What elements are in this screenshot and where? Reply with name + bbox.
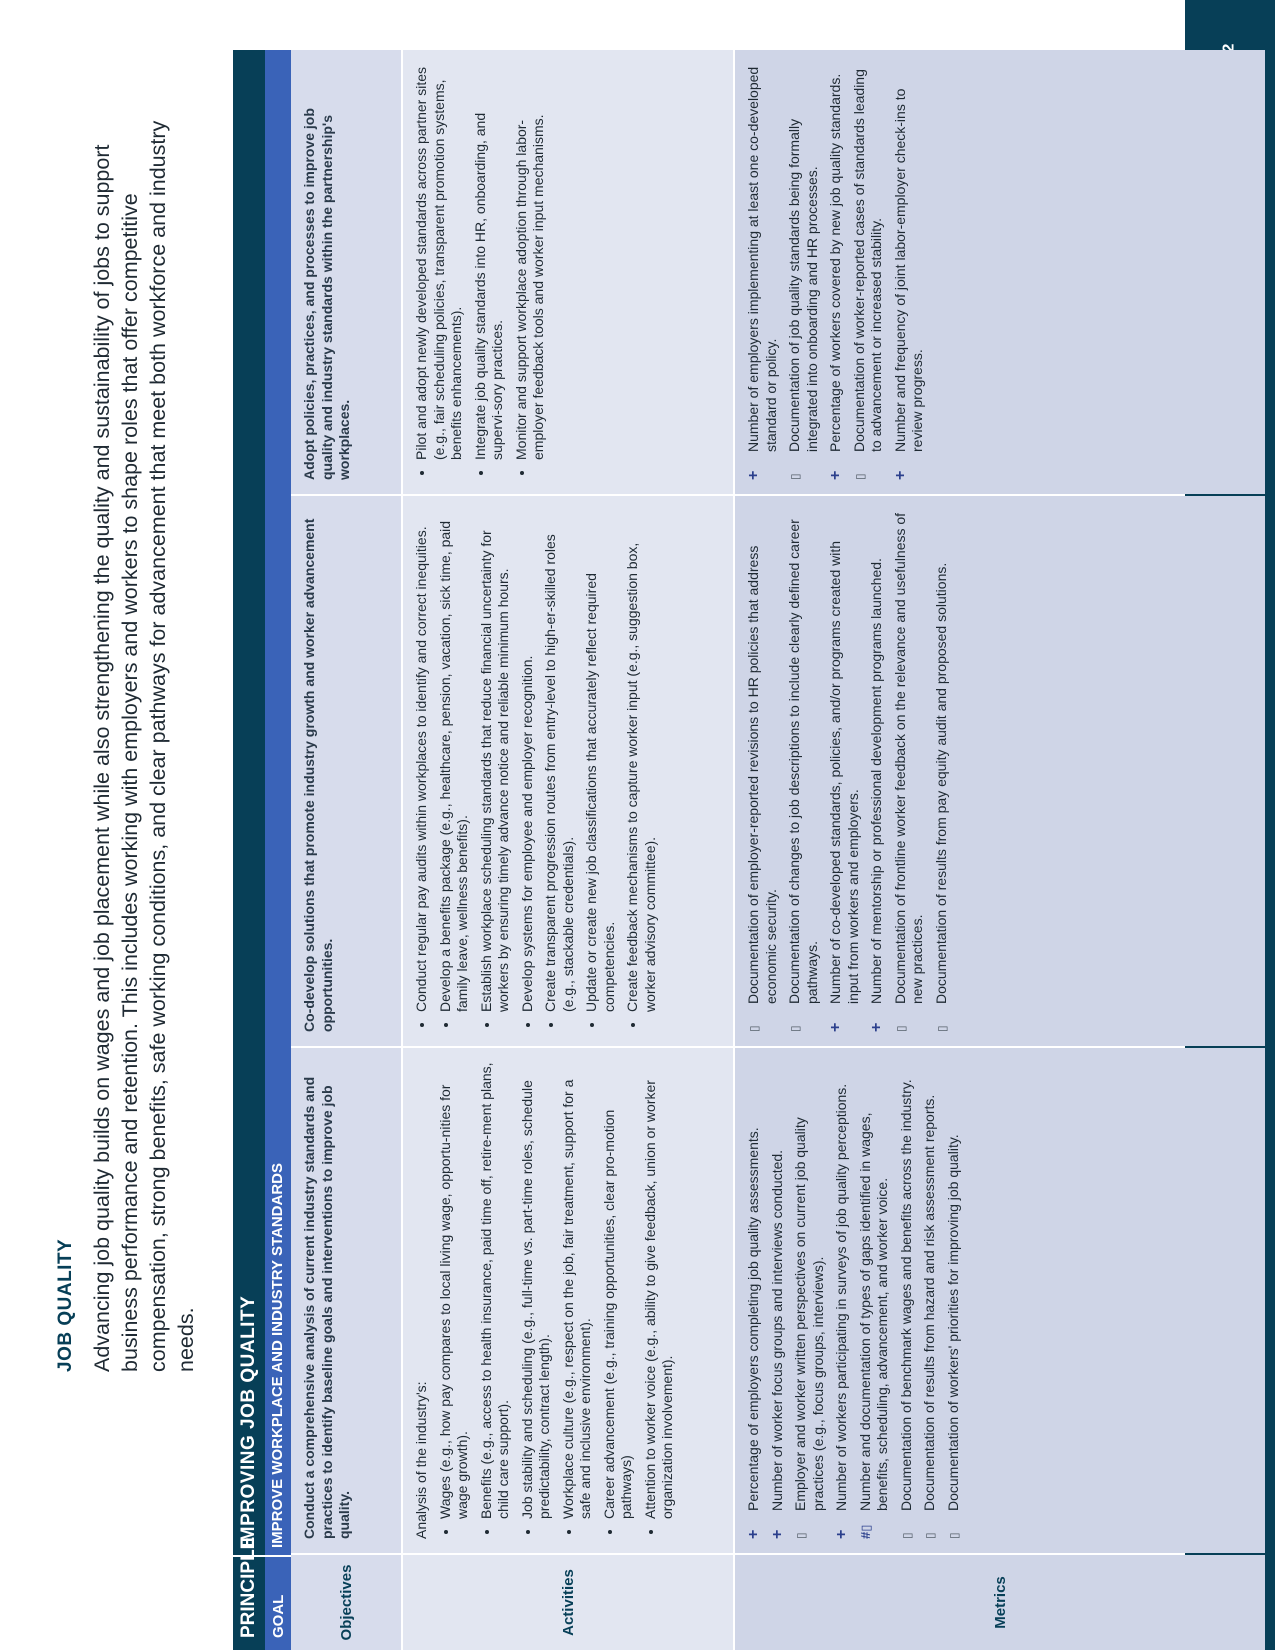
metric-item: + Number and frequency of joint labor-employer check-ins to review progress.	[891, 88, 925, 480]
intro-paragraph: Advancing job quality builds on wages and job placement while also strengthening the quality and sustainability of jobs to support business performance and retention. This includes working with employers and workers to shape roles that offer competitive compensation, strong benefits, safe working conditions, and clear pathways for advancement that meet both workforce and industry needs.	[90, 120, 198, 1372]
plus-icon: +	[827, 1022, 844, 1032]
objective-2: Co-develop solutions that promote industry growth and worker advancement opportunities.	[291, 496, 401, 1046]
document-icon: ▯	[934, 1025, 949, 1032]
activity-item: • Establish workplace scheduling standards that reduce financial uncertainty for workers by ensuring timely advance notice and reliable minimum hours.	[478, 510, 513, 1012]
plus-icon: +	[891, 470, 909, 480]
metric-item: + Number of employers implementing at least one co-developed standard or policy.	[745, 66, 779, 480]
activities-2	[403, 496, 733, 1046]
activity-item: • Attention to worker voice (e.g., ability to give feedback, union or worker organization involvement).	[642, 1062, 677, 1519]
metric-item: ▯ Documentation of frontline worker feedback on the relevance and usefulness of new practices.	[891, 512, 925, 1032]
metric-item: ▯ Documentation of changes to job descriptions to include clearly defined career pathways.	[786, 519, 820, 1032]
activities-label: Activities	[403, 1555, 733, 1650]
metric-item: ▯ Documentation of worker-reported cases of standards leading to advancement or increased stability.	[850, 69, 884, 480]
activity-item: • Integrate job quality standards into HR, onboarding, and supervi-sory practices.	[472, 64, 507, 460]
principle-label: PRINCIPLE	[233, 1555, 265, 1650]
plus-icon: +	[745, 1529, 762, 1539]
activity-item: • Pilot and adopt newly developed standards across partner sites (e.g., fair scheduling policies, transparent promotion systems, benefits enhancements).	[413, 64, 466, 460]
document-icon: ▯	[946, 1532, 961, 1539]
hash-document-icon: #▯	[857, 1524, 873, 1539]
metrics-label: Metrics	[735, 1555, 1265, 1650]
activity-item: • Wages (e.g., how pay compares to local living wage, opportu-nities for wage growth).	[437, 1062, 472, 1519]
job-quality-table	[233, 50, 1265, 1650]
objective-1: Conduct a comprehensive analysis of current industry standards and practices to identify baseline goals and interventions to improve job quality.	[291, 1048, 401, 1553]
metric-item: + Number of mentorship or professional development programs launched.	[868, 558, 885, 1032]
activity-item: • Monitor and support workplace adoption through labor-employer feedback tools and worker input mechanisms.	[513, 64, 548, 460]
plus-icon: +	[827, 470, 844, 480]
metric-item: + Percentage of workers covered by new job quality standards.	[827, 73, 844, 480]
plus-icon: +	[745, 470, 762, 480]
goal-row	[265, 50, 291, 1650]
metric-item: #▯ Number and documentation of types of gaps identified in wages, benefits, scheduling, advancement, and worker voice.	[856, 1112, 890, 1539]
activity-item: • Career advancement (e.g., training opportunities, clear pro-motion pathways)	[601, 1062, 636, 1519]
metric-item: ▯ Employer and worker written perspectives on current job quality practices (e.g., focus groups, interviews).	[792, 1117, 826, 1539]
principle-row	[233, 50, 265, 1650]
metric-item: + Percentage of employers completing job quality assessments.	[745, 1127, 762, 1539]
objective-3: Adopt policies, practices, and processes to improve job quality and industry standards within the partnership's workplaces.	[291, 50, 401, 494]
activity-item: • Update or create new job classifications that accurately reflect required competencies.	[583, 510, 618, 1012]
metric-item: ▯ Documentation of results from hazard and risk assessment reports.	[921, 1094, 937, 1539]
metric-item: + Number of co-developed standards, policies, and/or programs created with input from workers and employers.	[827, 540, 861, 1032]
activity-item: • Conduct regular pay audits within workplaces to identify and correct inequities.	[413, 510, 431, 1012]
document-icon: ▯	[852, 473, 867, 480]
activity-item: • Develop a benefits package (e.g., healthcare, pension, vacation, sick time, paid family leave, wellness benefits).	[437, 510, 472, 1012]
plus-icon: +	[768, 1529, 786, 1539]
goal-label: GOAL	[265, 1555, 291, 1650]
activity-item: • Benefits (e.g., access to health insurance, paid time off, retire-ment plans, child care support).	[478, 1062, 513, 1519]
metric-item: ▯ Documentation of job quality standards being formally integrated into onboarding and HR processes.	[786, 118, 820, 480]
objectives-label: Objectives	[291, 1555, 401, 1650]
activity-item: • Create feedback mechanisms to capture worker input (e.g., suggestion box, worker advisory committee).	[624, 510, 659, 1012]
activity-item: • Job stability and scheduling (e.g., full-time vs. part-time roles, schedule predictability, contract length).	[519, 1062, 554, 1519]
document-icon: ▯	[893, 1025, 908, 1032]
metrics-1	[735, 1048, 1265, 1553]
metrics-2	[735, 496, 1265, 1046]
metrics-3	[735, 50, 1265, 494]
goal-value: IMPROVE WORKPLACE AND INDUSTRY STANDARDS	[269, 1162, 286, 1548]
activity-item: • Create transparent progression routes from entry-level to high-er-skilled roles (e.g., stackable credentials).	[542, 510, 577, 1012]
metric-item: ▯ Documentation of benchmark wages and benefits across the industry.	[897, 1079, 914, 1539]
document-icon: ▯	[747, 1025, 761, 1032]
activities-1	[403, 1048, 733, 1553]
activity-item: • Develop systems for employee and employer recognition.	[519, 510, 537, 1012]
metric-item: + Number of worker focus groups and interviews conducted.	[768, 1149, 786, 1539]
plus-icon: +	[833, 1529, 850, 1539]
metric-item: ▯ Documentation of workers' priorities for improving job quality.	[944, 1134, 961, 1539]
metric-item: + Number of workers participating in surveys of job quality perceptions.	[833, 1083, 850, 1539]
document-icon: ▯	[794, 1532, 808, 1539]
document-icon: ▯	[899, 1532, 914, 1539]
activities-intro: Analysis of the industry's:	[413, 1381, 429, 1539]
activities-3	[403, 50, 733, 494]
principle-value: IMPROVING JOB QUALITY	[238, 1295, 259, 1548]
document-icon: ▯	[788, 1025, 802, 1032]
metric-item: ▯ Documentation of employer-reported revisions to HR policies that address economic security.	[745, 545, 779, 1032]
activity-item: • Workplace culture (e.g., respect on the job, fair treatment, support for a safe and inclusive environment).	[560, 1062, 595, 1519]
page-title: JOB QUALITY	[55, 1238, 76, 1372]
plus-icon: +	[868, 1022, 885, 1032]
metric-item: ▯ Documentation of results from pay equity audit and proposed solutions.	[932, 562, 949, 1032]
document-icon: ▯	[788, 473, 802, 480]
document-icon: ▯	[923, 1532, 937, 1539]
